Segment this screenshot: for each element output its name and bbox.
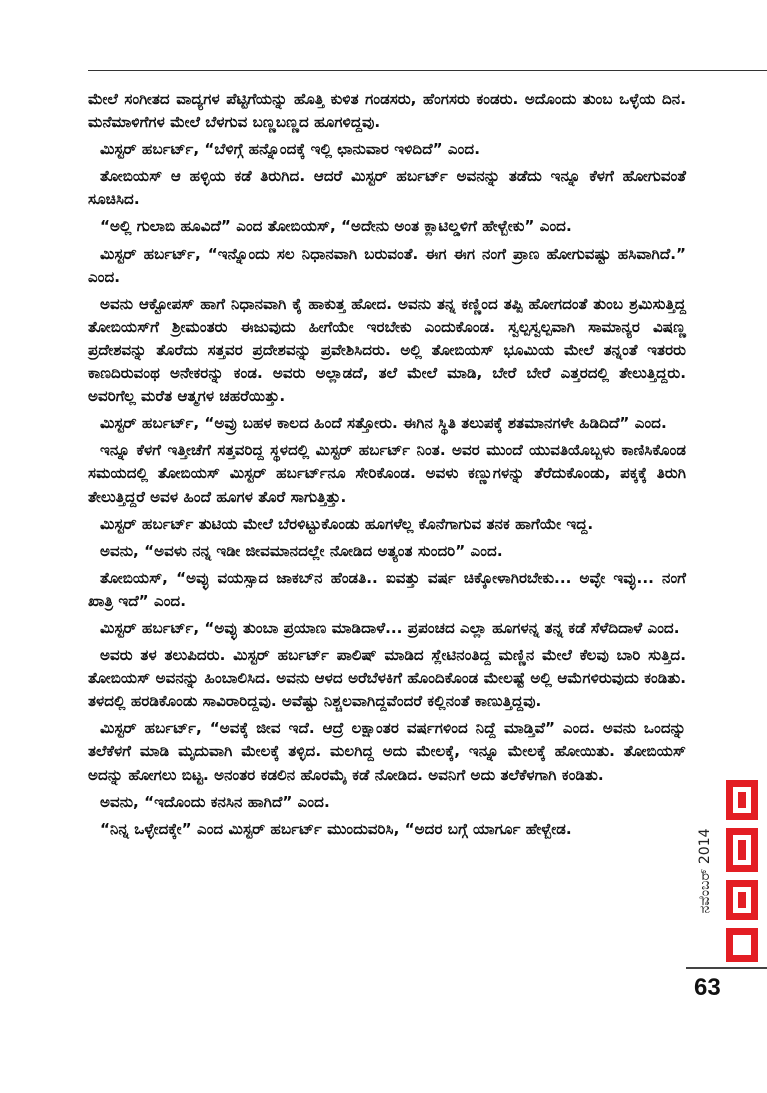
magazine-sidebar [690,776,767,966]
paragraph: ಮಿಸ್ಟರ್ ಹರ್ಬರ್ಟ್ ತುಟಿಯ ಮೇಲೆ ಬೆರಳಿಟ್ಟುಕೊಂಡು ಹೂಗಳೆಲ್ಲ ಕೊನೆಗಾಗುವ ತನಕ ಹಾಗೆಯೇ ಇದ್ದ. [100,514,594,533]
paragraph: ಅವನು ಆಕ್ಟೋಪಸ್ ಹಾಗೆ ನಿಧಾನವಾಗಿ ಕೈ ಹಾಕುತ್ತ ಹೋದ. ಅವನು ತನ್ನ ಕಣ್ಣಿಂದ ತಪ್ಪಿ ಹೋಗದಂತೆ ತುಂಬ ಶ್ರಮಿಸುತ್ತಿದ್ದ ತೋಬಿಯಸ್‌ಗೆ ಶ್ರೀಮಂತರು ಈಜುವುದು ಹೀಗೆಯೇ ಇರಬೇಕು ಎಂದುಕೊಂಡ. ಸ್ವಲ್ಪಸ್ವಲ್ಪವಾಗಿ ಸಾಮಾನ್ಯರ ವಿಷಣ್ಣ ಪ್ರದೇಶವನ್ನು ತೊರೆದು ಸತ್ತವರ ಪ್ರದೇಶವನ್ನು ಪ್ರವೇಶಿಸಿದರು. ಅಲ್ಲಿ ತೋಬಿಯಸ್ ಭೂಮಿಯ ಮೇಲೆ ತನ್ನಂತೆ ಇತರರು ಕಾಣದಿರುವಂಥ ಅನೇಕರನ್ನು ಕಂಡ. ಅವರು ಅಲ್ಲಾಡದೆ, ತಲೆ ಮೇಲೆ ಮಾಡಿ, ಬೇರೆ ಬೇರೆ ಎತ್ತರದಲ್ಲಿ ತೇಲುತ್ತಿದ್ದರು. ಅವರಿಗೆಲ್ಲ ಮರೆತ ಆತ್ಮಗಳ ಚಹರೆಯಿತ್ತು. [88,294,686,406]
paragraph: ತೋಬಿಯಸ್, “ಅವ್ಳು ವಯಸ್ಸಾದ ಜಾಕಬ್‌ನ ಹೆಂಡತಿ.. ಐವತ್ತು ವರ್ಷ ಚಿಕ್ಕೋಳಾಗಿರಬೇಕು... ಅವ್ಳೇ ಇವ್ಳು... ನಂಗೆ ಖಾತ್ರಿ ಇದೆ” ಎಂದ. [88,568,686,610]
magazine-logo [720,776,764,966]
issue-date-text: ನವೆಂಬರ್ 2014 [697,828,713,914]
page-number: 63 [694,974,721,1001]
paragraph: ತೋಬಿಯಸ್ ಆ ಹಳ್ಳಿಯ ಕಡೆ ತಿರುಗಿದ. ಆದರೆ ಮಿಸ್ಟರ್ ಹರ್ಬರ್ಟ್ ಅವನನ್ನು ತಡೆದು ಇನ್ನೂ ಕೆಳಗೆ ಹೋಗುವಂತೆ ಸೂಚಿಸಿದ. [88,167,686,209]
paragraph: ಮಿಸ್ಟರ್ ಹರ್ಬರ್ಟ್, “ಅವಕ್ಕೆ ಜೀವ ಇದೆ. ಆದ್ರೆ ಲಕ್ಷಾಂತರ ವರ್ಷಗಳಿಂದ ನಿದ್ದೆ ಮಾಡ್ತಿವೆ” ಎಂದ. ಅವನು ಒಂದನ್ನು ತಲೆಕೆಳಗೆ ಮಾಡಿ ಮೃದುವಾಗಿ ಮೇಲಕ್ಕೆ ತಳ್ಳಿದ. ಮಲಗಿದ್ದ ಅದು ಮೇಲಕ್ಕೆ, ಇನ್ನೂ ಮೇಲಕ್ಕೆ ಹೋಯಿತು. ತೋಬಿಯಸ್ ಅದನ್ನು ಹೋಗಲು ಬಿಟ್ಟ. ಅನಂತರ ಕಡಲಿನ ಹೊರಮೈ ಕಡೆ ನೋಡಿದ. ಅವನಿಗೆ ಅದು ತಲೆಕೆಳಗಾಗಿ ಕಂಡಿತು. [88,719,686,784]
paragraph: ಅವನು, “ಇದೊಂದು ಕನಸಿನ ಹಾಗಿದೆ” ಎಂದ. [100,792,330,811]
paragraph: ಮಿಸ್ಟರ್ ಹರ್ಬರ್ಟ್, “ಬೆಳಿಗ್ಗೆ ಹನ್ನೊಂದಕ್ಕೆ ಇಲ್ಲಿ ಛಾನುವಾರ ಇಳಿದಿದೆ” ಎಂದ. [100,140,480,159]
paragraph: ಮಿಸ್ಟರ್ ಹರ್ಬರ್ಟ್, “ಅವ್ರು ಬಹಳ ಕಾಲದ ಹಿಂದೆ ಸತ್ತೋರು. ಈಗಿನ ಸ್ಥಿತಿ ತಲುಪಕ್ಕೆ ಶತಮಾನಗಳೇ ಹಿಡಿದಿದೆ” ಎಂದ. [100,414,667,433]
paragraph: ಮೇಲೆ ಸಂಗೀತದ ವಾದ್ಯಗಳ ಪೆಟ್ಟಿಗೆಯನ್ನು ಹೊತ್ತಿ ಕುಳಿತ ಗಂಡಸರು, ಹೆಂಗಸರು ಕಂಡರು. ಅದೊಂದು ತುಂಬ ಒಳ್ಳೆಯ ದಿನ. ಮನೆಮಾಳಿಗೆಗಳ ಮೇಲೆ ಬೆಳಗುವ ಬಣ್ಣಬಣ್ಣದ ಹೂಗಳಿದ್ದವು. [88,90,686,132]
top-divider [88,70,767,71]
paragraph: ಇನ್ನೂ ಕೆಳಗೆ ಇತ್ತೀಚೆಗೆ ಸತ್ತವರಿದ್ದ ಸ್ಥಳದಲ್ಲಿ ಮಿಸ್ಟರ್ ಹರ್ಬರ್ಟ್ ನಿಂತ. ಅವರ ಮುಂದೆ ಯುವತಿಯೊಬ್ಬಳು ಕಾಣಿಸಿಕೊಂಡ ಸಮಯದಲ್ಲಿ ತೋಬಿಯಸ್ ಮಿಸ್ಟರ್ ಹರ್ಬರ್ಟ್‌ನೂ ಸೇರಿಕೊಂಡ. ಅವಳು ಕಣ್ಣುಗಳನ್ನು ತೆರೆದುಕೊಂಡು, ಪಕ್ಕಕ್ಕೆ ತಿರುಗಿ ತೇಲುತ್ತಿದ್ದರೆ ಅವಳ ಹಿಂದೆ ಹೂಗಳ ತೊರೆ ಸಾಗುತ್ತಿತ್ತು. [88,441,686,506]
paragraph: “ಅಲ್ಲಿ ಗುಲಾಬಿ ಹೂವಿದೆ” ಎಂದ ತೋಬಿಯಸ್, “ಅದೇನು ಅಂತ ಕ್ಲಾಟಿಲ್ಡಳಿಗೆ ಹೇಳ್ಬೇಕು” ಎಂದ. [100,217,572,236]
footer-divider [686,967,767,969]
paragraph: ಅವರು ತಳ ತಲುಪಿದರು. ಮಿಸ್ಟರ್ ಹರ್ಬರ್ಟ್ ಪಾಲಿಷ್ ಮಾಡಿದ ಸ್ಲೇಟಿನಂತಿದ್ದ ಮಣ್ಣಿನ ಮೇಲೆ ಕೆಲವು ಬಾರಿ ಸುತ್ತಿದ. ತೋಬಿಯಸ್ ಅವನನ್ನು ಹಿಂಬಾಲಿಸಿದ. ಅವನು ಆಳದ ಅರೆಬೆಳಕಿಗೆ ಹೊಂದಿಕೊಂಡ ಮೇಲಷ್ಟೆ ಅಲ್ಲಿ ಆಮೆಗಳಿರುವುದು ಕಂಡಿತು. ತಳದಲ್ಲಿ ಹರಡಿಕೊಂಡು ಸಾವಿರಾರಿದ್ದವು. ಅವೆಷ್ಟು ನಿಶ್ಚಲವಾಗಿದ್ದವೆಂದರೆ ಕಲ್ಲಿನಂತೆ ಕಾಣುತ್ತಿದ್ದವು. [88,646,686,711]
paragraph: ಮಿಸ್ಟರ್ ಹರ್ಬರ್ಟ್, “ಇನ್ನೊಂದು ಸಲ ನಿಧಾನವಾಗಿ ಬರುವಂತೆ. ಈಗ ಈಗ ನಂಗೆ ಪ್ರಾಣ ಹೋಗುವಷ್ಟು ಹಸಿವಾಗಿದೆ.” ಎಂದ. [88,244,686,286]
paragraph: “ನಿನ್ನ ಒಳ್ಳೇದಕ್ಕೇ” ಎಂದ ಮಿಸ್ಟರ್ ಹರ್ಬರ್ಟ್ ಮುಂದುವರಿಸಿ, “ಅದರ ಬಗ್ಗೆ ಯಾರ್ಗೂ ಹೇಳ್ಬೇಡ. [100,819,572,838]
paragraph: ಅವನು, “ಅವಳು ನನ್ನ ಇಡೀ ಜೀವಮಾನದಲ್ಲೇ ನೋಡಿದ ಅತ್ಯಂತ ಸುಂದರಿ” ಎಂದ. [100,541,503,560]
paragraph: ಮಿಸ್ಟರ್ ಹರ್ಬರ್ಟ್, “ಅವ್ಳು ತುಂಬಾ ಪ್ರಯಾಣ ಮಾಡಿದಾಳೆ... ಪ್ರಪಂಚದ ಎಲ್ಲಾ ಹೂಗಳನ್ನ ತನ್ನ ಕಡೆ ಸೆಳೆದಿದಾಳೆ ಎಂದ. [100,618,680,637]
article-body [88,88,686,845]
issue-date [694,776,716,966]
